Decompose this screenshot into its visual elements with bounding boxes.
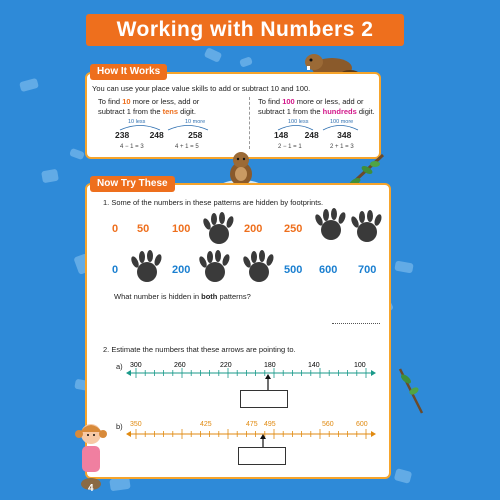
line-b-label: b) [116,422,123,431]
left-numbers [115,130,202,140]
question-2: 2. Estimate the numbers that these arrows are pointing to. [103,345,296,354]
right-numbers [274,130,351,140]
footprint-icon [130,250,164,284]
answer-box-a[interactable] [240,390,288,408]
line-a-tick-label: 260 [174,362,186,369]
how-left-text [98,97,238,117]
line-a-tick-label: 300 [130,362,142,369]
how-right-text [258,97,378,117]
footprint-icon [314,208,348,242]
number: 248 [304,130,319,140]
number: 148 [274,130,289,140]
line-a-tick-label: 180 [264,362,276,369]
number-line-a [126,365,378,381]
text: digit. [178,107,196,116]
bg-shape [394,468,413,484]
now-try-these-tag: Now Try These [90,176,175,192]
bg-shape [69,148,85,160]
how-intro: You can use your place value skills to add or subtract 10 and 100. [92,84,311,93]
pattern-1-number: 100 [172,223,191,235]
bg-shape [394,261,413,274]
line-a-tick-label: 220 [220,362,232,369]
footprint-icon [202,212,236,246]
page-number: 4 [88,483,94,494]
calc-left: 2 − 1 = 1 [278,144,302,150]
text: digit. [356,107,375,116]
pattern-2-number: 500 [284,264,303,276]
pattern-1-number: 250 [284,223,303,235]
text: subtract 1 from the [258,107,323,116]
calc-right: 4 + 1 = 5 [175,144,199,150]
pattern-1-number: 200 [244,223,263,235]
bg-shape [204,47,223,63]
bg-shape [19,78,39,92]
footprint-icon [198,250,232,284]
bold-word: both [201,292,218,301]
line-b-tick-label: 475 [246,421,258,428]
line-b-tick-label: 600 [356,421,368,428]
answer-box-b[interactable] [238,447,286,465]
line-b-tick-label: 495 [264,421,276,428]
divider [249,97,250,149]
answer-line[interactable] [332,323,380,324]
page-title: Working with Numbers 2 [86,14,404,46]
less-label: 10 less [128,119,146,125]
line-b-tick-label: 425 [200,421,212,428]
number-line-b [126,426,378,442]
text: more or less, add or [294,97,364,106]
line-b-tick-label: 560 [322,421,334,428]
highlight-word: hundreds [322,107,357,116]
more-label: 100 more [330,119,354,125]
number: 348 [337,130,352,140]
text: more or less, add or [130,97,200,106]
calc-left: 4 − 1 = 3 [120,144,144,150]
footprint-icon [242,250,276,284]
line-a-label: a) [116,362,123,371]
pattern-2-number: 700 [358,264,377,276]
calc-right: 2 + 1 = 3 [330,144,354,150]
highlight-number: 10 [122,97,131,106]
hidden-number-question [114,292,334,302]
pattern-2-number: 600 [319,264,338,276]
text: What number is hidden in [114,292,202,301]
footprint-icon [350,210,384,244]
highlight-number: 100 [282,97,295,106]
pattern-2-number: 200 [172,264,191,276]
bg-shape [41,169,59,184]
line-a-tick-label: 100 [354,362,366,369]
pattern-1-number: 50 [137,223,150,235]
less-label: 100 less [288,119,309,125]
text: To find [98,97,123,106]
pattern-2-number: 0 [112,264,119,276]
question-1: 1. Some of the numbers in these patterns are hidden by footprints. [103,198,324,207]
highlight-word: tens [162,107,179,116]
number: 248 [149,130,164,140]
text: To find [258,97,283,106]
text: subtract 1 from the [98,107,163,116]
branch-illustration [392,365,426,415]
how-it-works-tag: How It Works [90,64,167,80]
pattern-1-number: 0 [112,223,119,235]
number: 238 [115,130,130,140]
line-a-tick-label: 140 [308,362,320,369]
arrow-up-icon [263,374,273,390]
more-label: 10 more [185,119,206,125]
line-b-tick-label: 350 [130,421,142,428]
girl-character-illustration [72,412,110,492]
text: patterns? [217,292,251,301]
number: 258 [188,130,203,140]
bg-shape [239,56,253,68]
